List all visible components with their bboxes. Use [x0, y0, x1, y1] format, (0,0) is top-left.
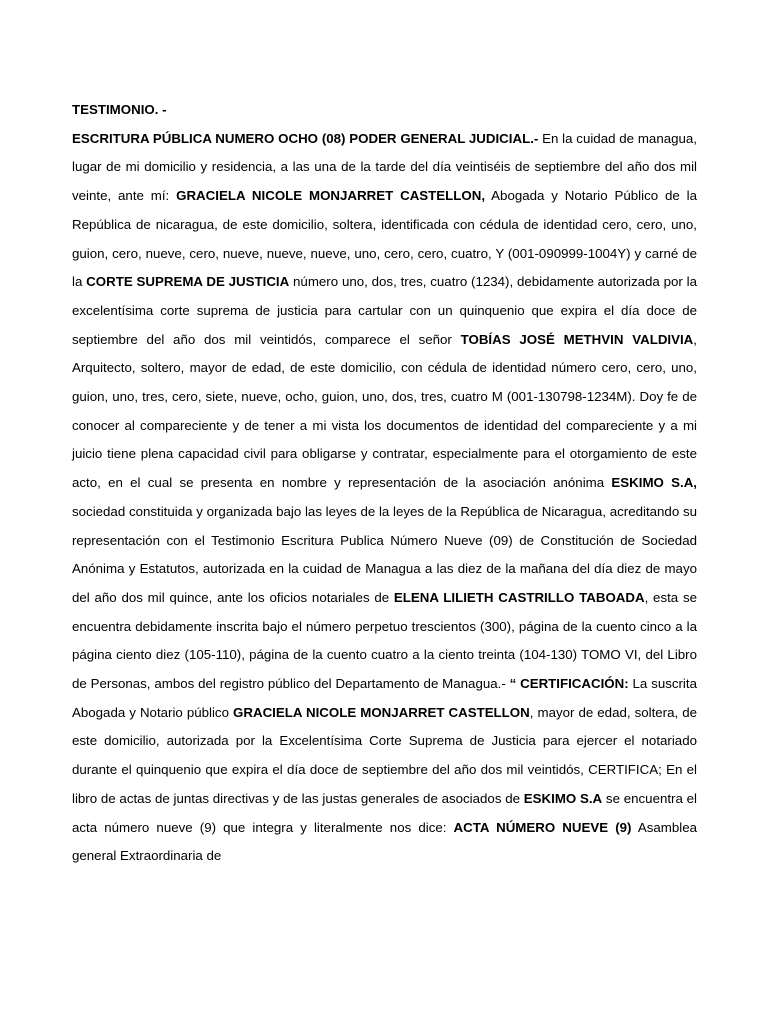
text-segment: Asamblea general Extraordinaria de [72, 819, 697, 864]
bold-text-segment: ELENA LILIETH CASTRILLO TABOADA [393, 589, 645, 605]
bold-text-segment: ESKIMO S.A, [611, 475, 697, 491]
bold-text-segment: ESKIMO S.A [523, 790, 603, 806]
text-segment: En la cuidad de managua, lugar de mi domicilio y residencia, a las una de la tarde del día veintiséis de septiembre del año dos mil veinte, ante mí: [72, 130, 697, 204]
bold-text-segment: GRACIELA NICOLE MONJARRET CASTELLON [233, 704, 530, 720]
text-segment: número uno, dos, tres, cuatro (1234), debidamente autorizada por la excelentísima corte suprema de justicia para cartular con un quinquenio que expira el día doce de septiembre del año dos mil veintidós, comparece el señor [72, 274, 697, 347]
bold-text-segment: GRACIELA NICOLE MONJARRET CASTELLON, [176, 188, 486, 204]
document-page [72, 96, 697, 871]
bold-text-segment: TOBÍAS JOSÉ METHVIN VALDIVIA [460, 331, 694, 347]
document-body-paragraph [72, 125, 697, 871]
text-segment: , esta se encuentra debidamente inscrita bajo el número perpetuo trescientos (300), página de la cuento cinco a la página ciento diez (105-110), página de la cuento cuatro a la ciento treinta (104-130) TOMO VI, del Libro de Personas, ambos del registro público del Departamento de Managua.- [72, 589, 697, 692]
text-segment: sociedad constituida y organizada bajo las leyes de la leyes de la República de Nicaragua, acreditando su representación con el Testimonio Escritura Publica Número Nueve (09) de Constitución de Sociedad Anónima y Estatutos, autorizada en la cuidad de Managua a las diez de la mañana del día diez de mayo del año dos mil quince, ante los oficios notariales de [72, 503, 697, 605]
text-segment: se encuentra el acta número nueve (9) que integra y literalmente nos dice: [72, 790, 697, 835]
text-segment: Abogada y Notario Público de la República de nicaragua, de este domicilio, soltera, identificada con cédula de identidad cero, cero, uno, guion, cero, nueve, cero, nueve, nueve, nueve, uno, cero, cero, cuatro, Y (001-090999-1004Y) y carné de la [72, 188, 697, 290]
bold-text-segment: ACTA NÚMERO NUEVE (9) [453, 819, 632, 835]
bold-text-segment: CORTE SUPREMA DE JUSTICIA [86, 274, 290, 290]
text-segment: , mayor de edad, soltera, de este domicilio, autorizada por la Excelentísima Corte Suprema de Justicia para ejercer el notariado durante el quinquenio que expira el día doce de septiembre del año dos mil veintidós, CERTIFICA; En el libro de actas de juntas directivas y de las justas generales de asociados de [72, 704, 698, 806]
text-segment: La suscrita Abogada y Notario público [72, 676, 697, 720]
document-heading: TESTIMONIO. - [72, 102, 167, 117]
text-segment: , Arquitecto, soltero, mayor de edad, de este domicilio, con cédula de identidad número cero, cero, uno, guion, uno, tres, cero, siete, nueve, ocho, guion, uno, dos, tres, cuatro M (001-130798-1234M). Doy fe de conocer al compareciente y de tener a mi vista los documentos de identidad del compareciente y a mi juicio tiene plena capacidad civil para obligarse y contratar, especialmente para el otorgamiento de este acto, en el cual se presenta en nombre y representación de la asociación anónima [72, 331, 697, 491]
bold-text-segment: ESCRITURA PÚBLICA NUMERO OCHO (08) PODER GENERAL JUDICIAL.- [72, 130, 539, 146]
bold-text-segment: “ CERTIFICACIÓN: [509, 676, 629, 692]
